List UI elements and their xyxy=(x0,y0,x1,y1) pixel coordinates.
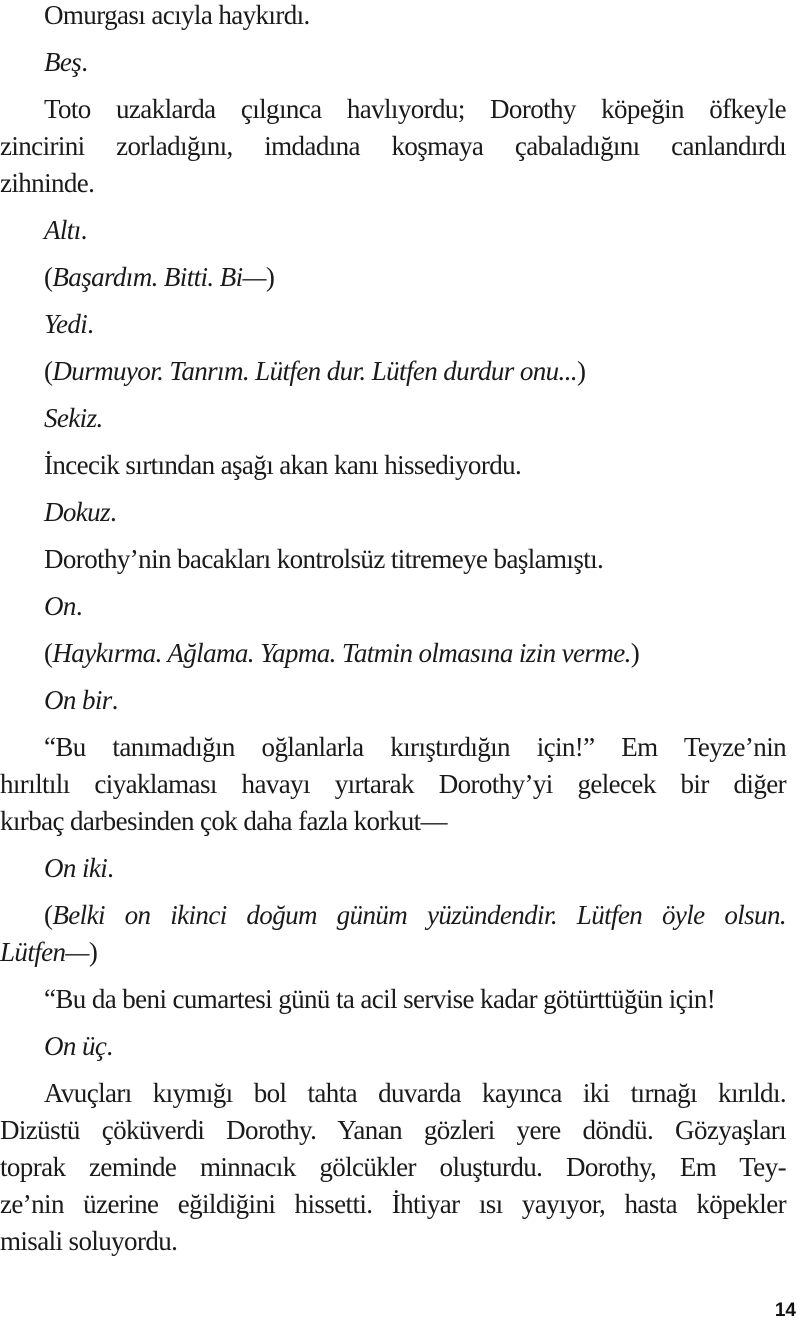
text-line xyxy=(0,1075,786,1112)
page-number: 14 xyxy=(774,1300,796,1321)
text: ( xyxy=(44,638,53,668)
italic-text: On iki xyxy=(44,853,108,883)
text-line xyxy=(0,0,786,34)
italic-text: Başardım. Bitti. Bi— xyxy=(52,262,266,292)
paragraph xyxy=(0,0,786,34)
paragraph xyxy=(0,259,786,296)
italic-text: Haykırma. Ağlama. Yapma. Tatmin olmasına izin verme. xyxy=(52,638,631,668)
text: Avuçları kıymığı bol tahta duvarda kayınca iki tırnağı kırıldı. xyxy=(44,1078,786,1108)
text-line xyxy=(0,1186,786,1223)
text: ( xyxy=(44,900,53,930)
text-line xyxy=(0,91,786,128)
text: ) xyxy=(630,638,640,668)
paragraph xyxy=(0,212,786,249)
text-line xyxy=(0,1028,786,1065)
italic-text: Durmuyor. Tanrım. Lütfen dur. Lütfen durdur onu... xyxy=(52,356,577,386)
text-line xyxy=(0,259,786,296)
italic-text: On bir xyxy=(44,685,112,715)
text-line xyxy=(0,447,786,484)
paragraph xyxy=(0,1075,786,1260)
text: ze’nin üzerine eğildiğini hissetti. İhtiyar ısı yayıyor, hasta köpekler xyxy=(0,1189,786,1219)
text-line xyxy=(0,165,786,202)
text: . xyxy=(87,309,94,339)
text-line xyxy=(0,850,786,887)
text: ) xyxy=(88,937,98,967)
text-line xyxy=(0,494,786,531)
italic-text: Altı xyxy=(44,215,81,245)
text-line xyxy=(0,44,786,81)
text-line xyxy=(0,766,786,803)
italic-text: Yedi xyxy=(44,309,88,339)
text-line xyxy=(0,981,786,1018)
text: ) xyxy=(265,262,275,292)
paragraph xyxy=(0,91,786,202)
paragraph xyxy=(0,588,786,625)
text: . xyxy=(107,853,114,883)
text: ( xyxy=(44,356,53,386)
text: . xyxy=(75,591,82,621)
paragraph xyxy=(0,541,786,578)
paragraph xyxy=(0,850,786,887)
text: Omurgası acıyla haykırdı. xyxy=(44,0,310,30)
italic-text: Lütfen— xyxy=(0,937,89,967)
italic-text: Belki on ikinci doğum günüm yüzündendir. Lütfen öyle olsun. xyxy=(52,900,786,930)
text: hırıltılı ciyaklaması havayı yırtarak Dorothy’yi gelecek bir diğer xyxy=(0,769,786,799)
italic-text: On xyxy=(44,591,76,621)
text-line xyxy=(0,353,786,390)
text-line xyxy=(0,1149,786,1186)
paragraph xyxy=(0,729,786,840)
italic-text: On üç xyxy=(44,1031,107,1061)
text: zihninde. xyxy=(0,168,95,198)
text: Toto uzaklarda çılgınca havlıyordu; Dorothy köpeğin öfkeyle xyxy=(44,94,786,124)
text-line xyxy=(0,682,786,719)
text-line xyxy=(0,1223,786,1260)
text-line xyxy=(0,729,786,766)
text-line xyxy=(0,541,786,578)
text-line xyxy=(0,588,786,625)
text: . xyxy=(111,685,118,715)
text: İncecik sırtından aşağı akan kanı hissediyordu. xyxy=(44,450,522,480)
text: Dorothy’nin bacakları kontrolsüz titremeye başlamıştı. xyxy=(44,544,604,574)
paragraph xyxy=(0,682,786,719)
text: . xyxy=(106,1031,113,1061)
text: ( xyxy=(44,262,53,292)
text: ) xyxy=(577,356,586,386)
text-line xyxy=(0,128,786,165)
paragraph xyxy=(0,447,786,484)
text: misali soluyordu. xyxy=(0,1226,178,1256)
text: . xyxy=(80,215,87,245)
text: kırbaç darbesinden çok daha fazla korkut— xyxy=(0,806,447,836)
paragraph xyxy=(0,306,786,343)
text-line xyxy=(0,212,786,249)
text-line xyxy=(0,635,786,672)
paragraph xyxy=(0,635,786,672)
text: . xyxy=(81,47,88,77)
text-line xyxy=(0,803,786,840)
text: Dizüstü çöküverdi Dorothy. Yanan gözleri yere döndü. Gözyaşları xyxy=(0,1115,786,1145)
text-line xyxy=(0,934,786,971)
text: toprak zeminde minnacık gölcükler oluşturdu. Dorothy, Em Tey- xyxy=(0,1152,786,1182)
paragraph xyxy=(0,400,786,437)
text-line xyxy=(0,400,786,437)
text-line xyxy=(0,897,786,934)
text: “Bu tanımadığın oğlanlarla kırıştırdığın için!” Em Teyze’nin xyxy=(44,732,786,762)
text: “Bu da beni cumartesi günü ta acil servise kadar götürttüğün için! xyxy=(44,984,716,1014)
italic-text: Beş xyxy=(44,47,82,77)
paragraph xyxy=(0,353,786,390)
italic-text: Dokuz xyxy=(44,497,110,527)
text: zincirini zorladığını, imdadına koşmaya çabaladığını canlandırdı xyxy=(0,131,786,161)
paragraph xyxy=(0,1028,786,1065)
italic-text: Sekiz. xyxy=(44,403,103,433)
paragraph xyxy=(0,494,786,531)
paragraph xyxy=(0,897,786,971)
paragraph xyxy=(0,44,786,81)
paragraph xyxy=(0,981,786,1018)
text-line xyxy=(0,1112,786,1149)
text-line xyxy=(0,306,786,343)
text: . xyxy=(110,497,117,527)
